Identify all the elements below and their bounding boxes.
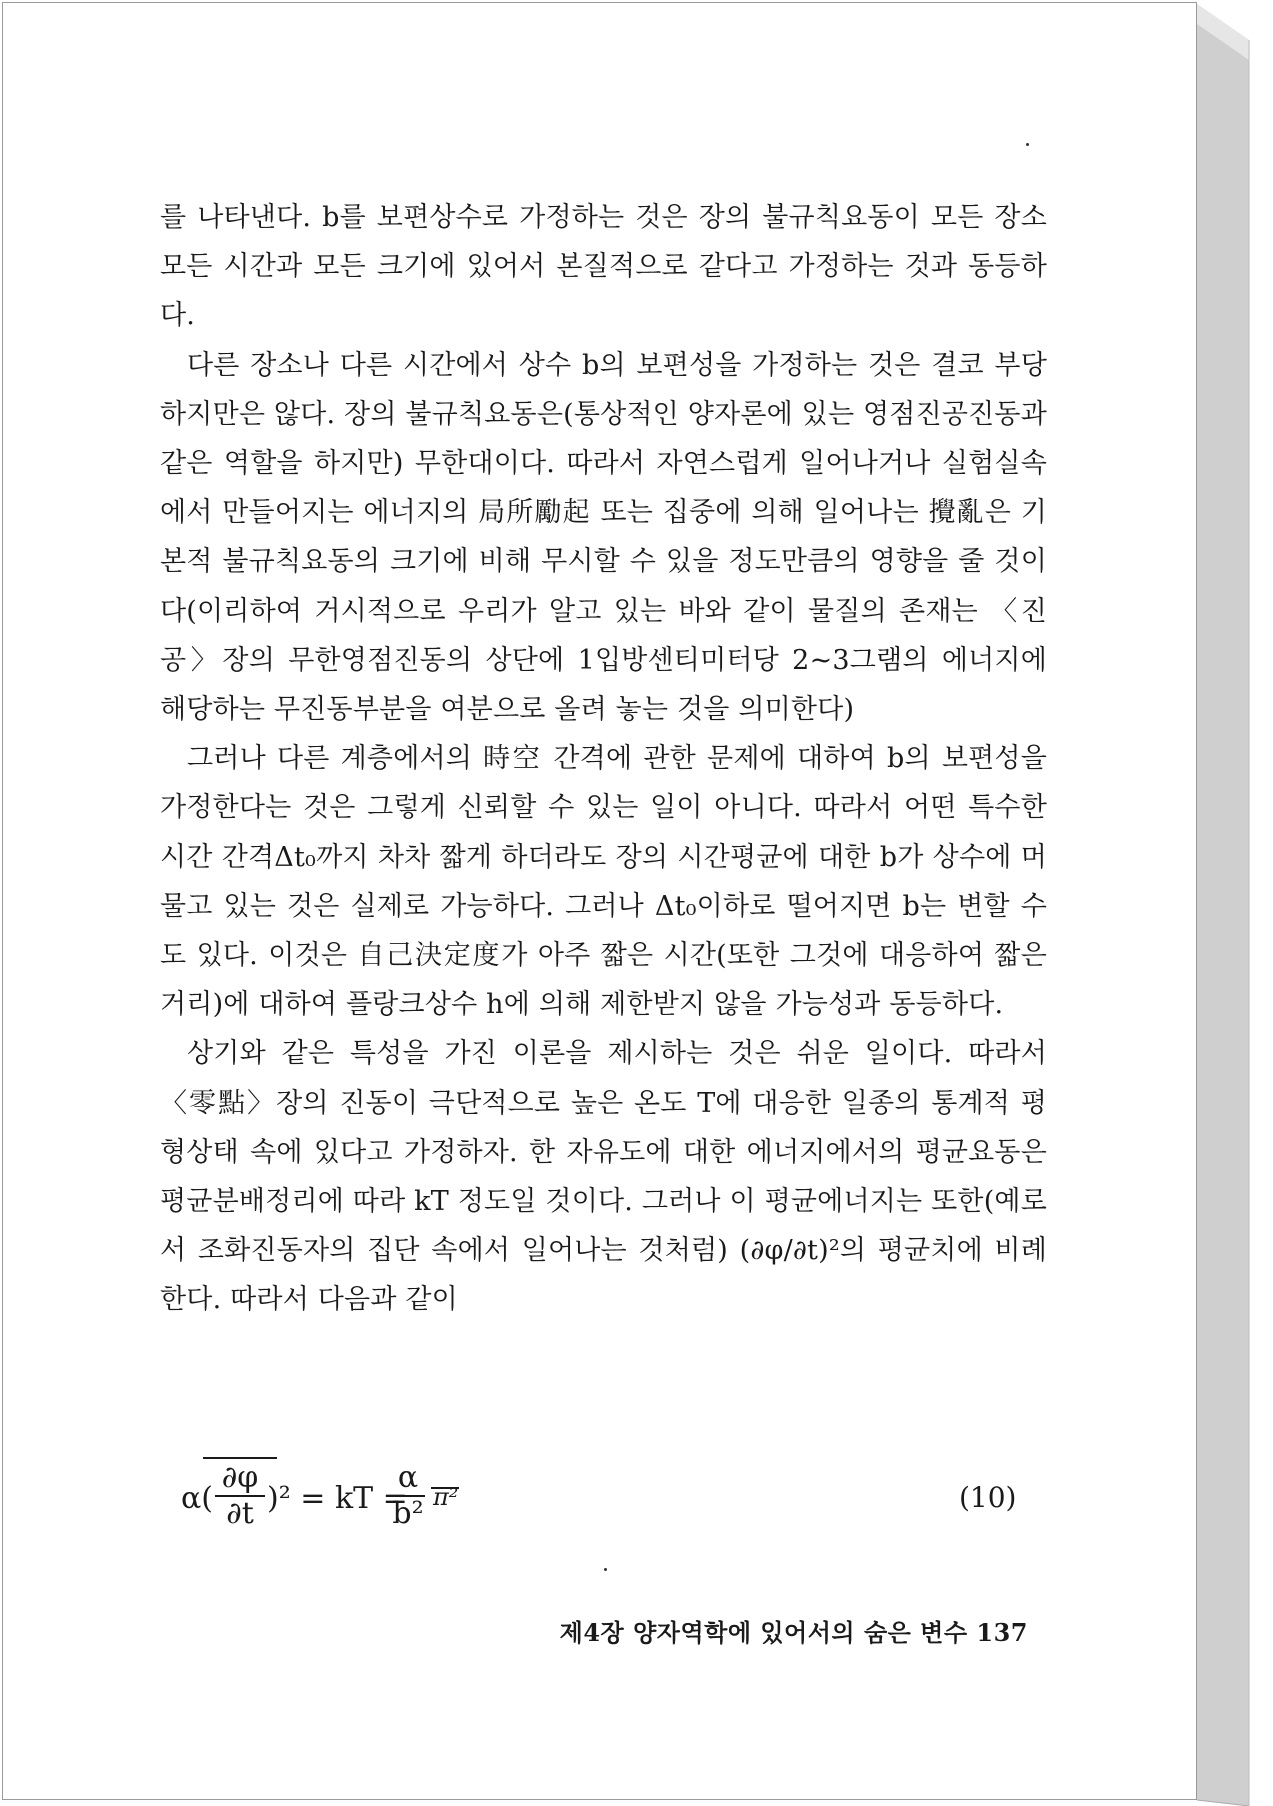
paragraph: 를 나타낸다. b를 보편상수로 가정하는 것은 장의 불규칙요동이 모든 장소 모든 시간과 모든 크기에 있어서 본질적으로 같다고 가정하는 것과 동등하다. [160,202,1047,332]
equation-10 [181,1461,1081,1541]
equation-middle: )² = kT = [267,1481,408,1516]
equation-pi-squared: π² [433,1483,459,1511]
body-text [160,193,1047,1325]
equation-denominator: ∂t [226,1496,254,1531]
equation-numerator: ∂φ [215,1461,265,1497]
equation-alpha-fraction [391,1461,425,1531]
speck [604,1568,607,1571]
book-page [2,2,1197,1800]
paragraph: 그러나 다른 계층에서의 時空 간격에 관한 문제에 대하여 b의 보편성을 가정한다는 것은 그렇게 신뢰할 수 있는 일이 아니다. 따라서 어떤 특수한 시간 간격Δt₀까지 차차 짧게 하더라도 장의 시간평균에 대한 b가 상수에 머물고 있는 것은 실제로 가능하다. 그러나 Δt₀이하로 떨어지면 b는 변할 수도 있다. 이것은 自己決定度가 아주 짧은 시간(또한 그것에 대응하여 짧은 거리)에 대하여 플랑크상수 h에 의해 제한받지 않을 가능성과 동등하다. [160,743,1047,1021]
paragraph: 다른 장소나 다른 시간에서 상수 b의 보편성을 가정하는 것은 결코 부당하지만은 않다. 장의 불규칙요동은(통상적인 양자론에 있는 영점진공진동과 같은 역할을 하지만) 무한대이다. 따라서 자연스럽게 일어나거나 실험실속에서 만들어지는 에너지의 局所勵起 또는 집중에 의해 일어나는 攪亂은 기본적 불규칙요동의 크기에 비해 무시할 수 있을 정도만큼의 영향을 줄 것이다(이리하여 거시적으로 우리가 알고 있는 바와 같이 물질의 존재는 〈진공〉장의 무한영점진동의 상단에 1입방센티미터당 2~3그램의 에너지에 해당하는 무진동부분을 여분으로 올려 놓는 것을 의미한다) [160,349,1047,726]
running-footer: 제4장 양자역학에 있어서의 숨은 변수 137 [559,1618,1028,1647]
equation-number: (10) [959,1481,1017,1514]
equation-numerator-2: α [391,1461,425,1497]
equation-denominator-2: b² [392,1496,424,1531]
equation-alpha: α( [181,1481,213,1516]
speck [1026,143,1029,146]
equation-partial-fraction [215,1461,265,1531]
equation-mean-bar [203,1457,277,1459]
paragraph: 상기와 같은 특성을 가진 이론을 제시하는 것은 쉬운 일이다. 따라서 〈零點〉장의 진동이 극단적으로 높은 온도 T에 대응한 일종의 통계적 평형상태 속에 있다고 가정하자. 한 자유도에 대한 에너지에서의 평균요동은 평균분배정리에 따라 kT 정도일 것이다. 그러나 이 평균에너지는 또한(예로서 조화진동자의 집단 속에서 일어나는 것처럼) (∂φ/∂t)²의 평균치에 비례한다. 따라서 다음과 같이 [160,1038,1047,1316]
